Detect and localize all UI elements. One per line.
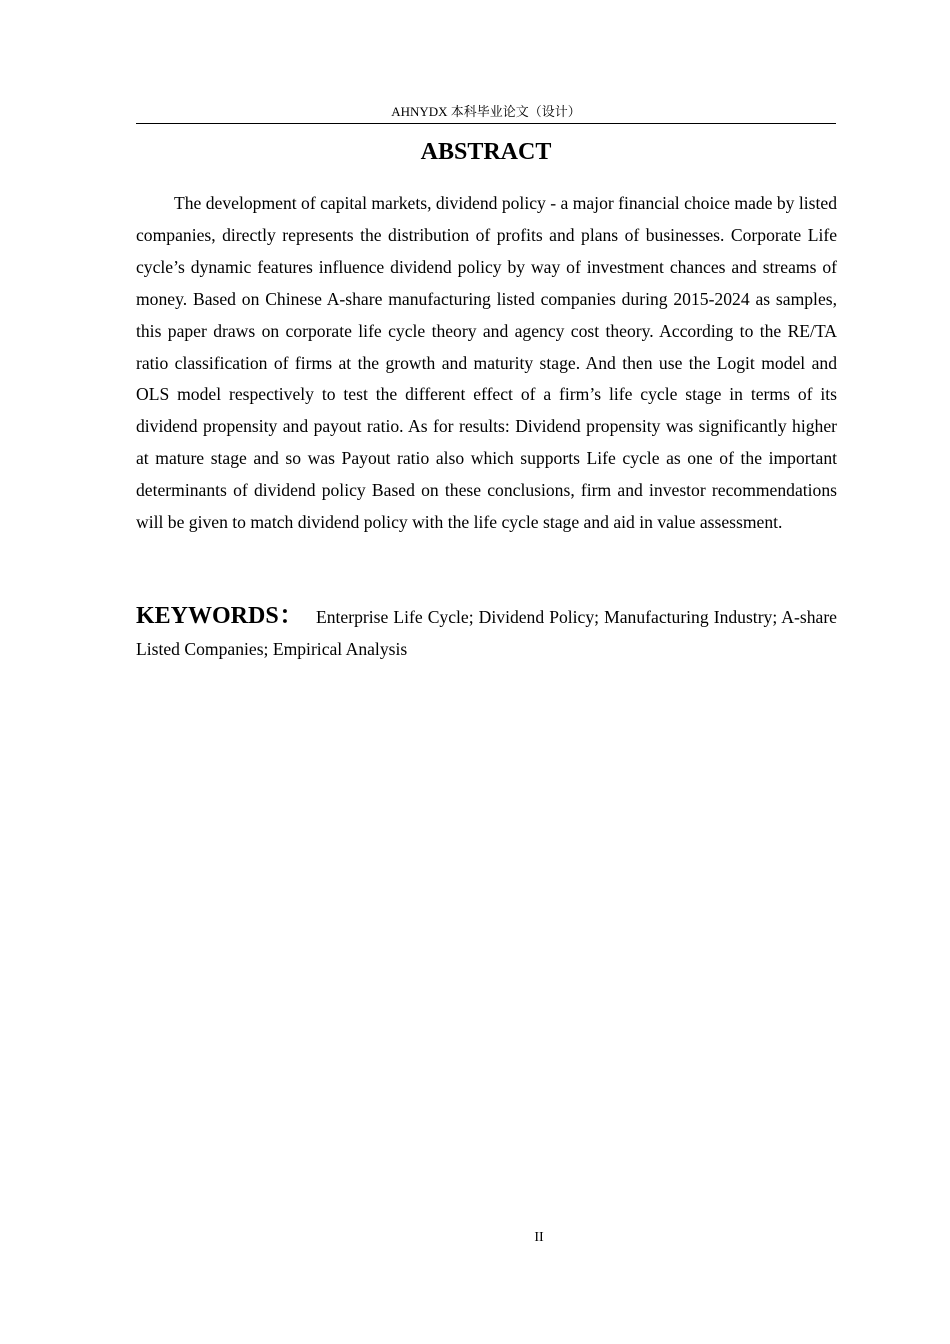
keywords-colon: ： (278, 603, 304, 629)
page-number: II (534, 1230, 544, 1245)
header-divider (136, 123, 836, 124)
abstract-title: ABSTRACT (420, 139, 552, 165)
keywords-section (136, 600, 837, 665)
abstract-paragraph: The development of capital markets, dividend policy - a major financial choice made by listed companies, directly represents the distribution of profits and plans of businesses. Corporate Life cycle’s dynamic features influence dividend policy by way of investment chances and streams of money. Based on Chinese A-share manufacturing listed companies during 2015-2024 as samples, this paper draws on corporate life cycle theory and agency cost theory. According to the RE/TA ratio classification of firms at the growth and maturity stage. And then use the Logit model and OLS model respectively to test the different effect of a firm’s life cycle stage in terms of its dividend propensity and payout ratio. As for results: Dividend propensity was significantly higher at mature stage and so was Payout ratio also which supports Life cycle as one of the important determinants of dividend policy Based on these conclusions, firm and investor recommendations will be given to match dividend policy with the life cycle stage and aid in value assessment. (136, 193, 837, 533)
keywords-list: Enterprise Life Cycle; Dividend Policy; Manufacturing Industry; A-share Listed Companies; Empirical Analysis (136, 607, 837, 659)
keywords-label: KEYWORDS (136, 603, 279, 629)
running-header: AHNYDX 本科毕业论文（设计） (391, 104, 581, 119)
